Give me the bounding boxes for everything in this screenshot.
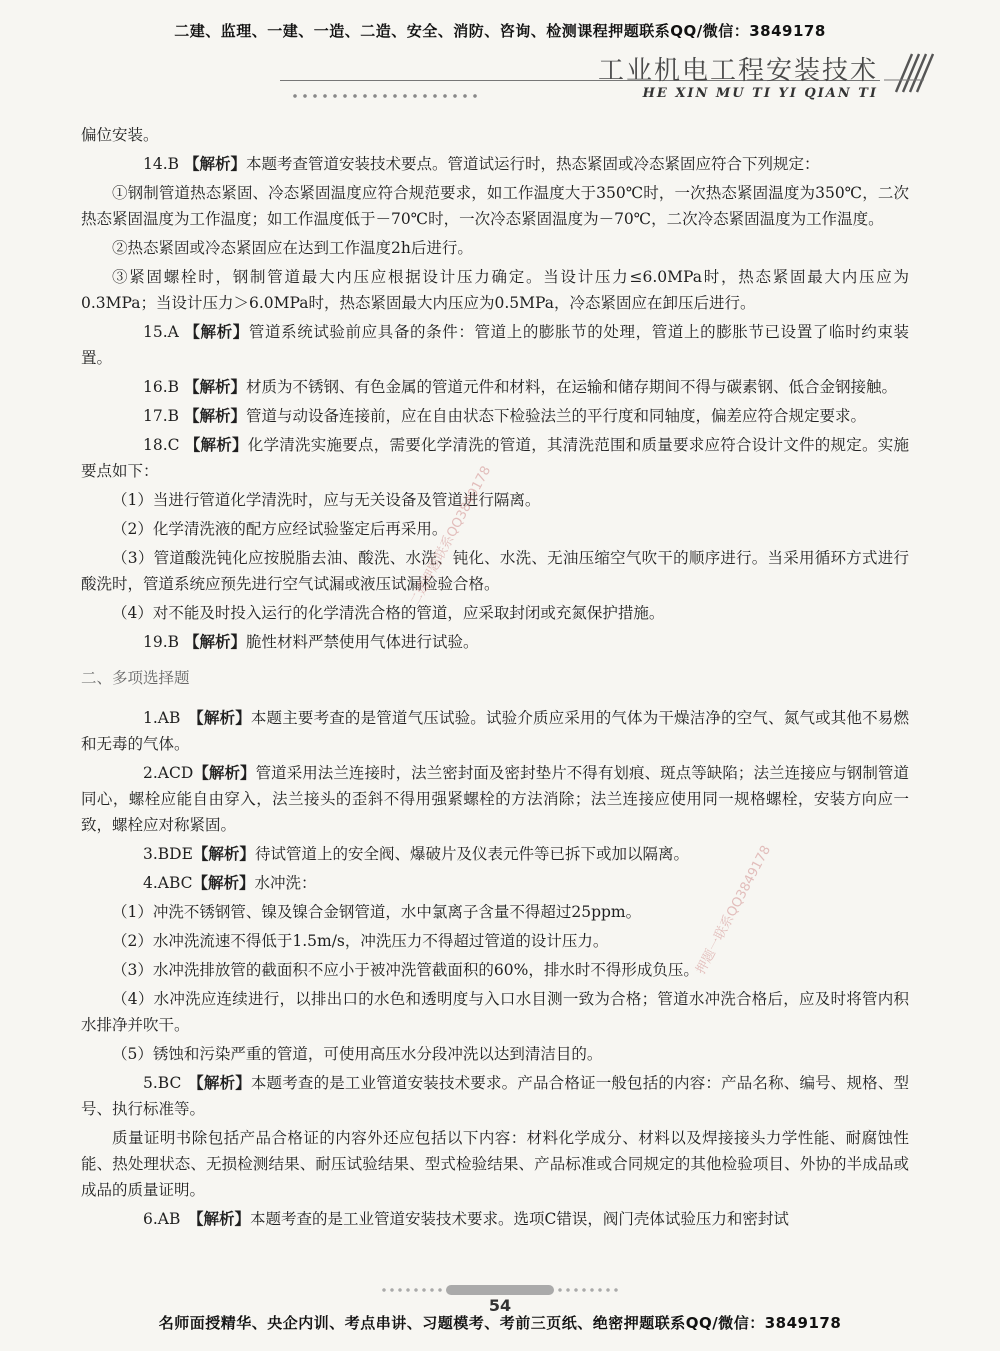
analysis-tag: 【解析】 (188, 709, 251, 727)
analysis-tag: 【解析】 (192, 845, 255, 863)
answer-label: 17.B (143, 407, 180, 425)
top-contact-banner: 二建、监理、一建、一造、二造、安全、消防、咨询、检测课程押题联系QQ/微信：3849178 (174, 22, 826, 40)
answer-18-item-4: （4）对不能及时投入运行的化学清洗合格的管道，应采取封闭或充氮保护措施。 (112, 604, 665, 622)
analysis-tag: 【解析】 (192, 874, 255, 892)
answer-17 (81, 403, 909, 429)
analysis-tag: 【解析】 (188, 1210, 251, 1228)
answer-label: 15.A (143, 323, 179, 341)
answer-m2 (81, 760, 909, 838)
answer-16 (81, 374, 909, 400)
answer-explanations (81, 122, 909, 1235)
answer-text: 材质为不锈钢、有色金属的管道元件和材料，在运输和储存期间不得与碳素钢、低合金钢接触。 (246, 378, 898, 396)
answer-18 (81, 432, 909, 484)
answer-18-item-2: （2）化学清洗液的配方应经试验鉴定后再采用。 (112, 520, 448, 538)
answer-text: 本题考查管道安装技术要点。管道试运行时，热态紧固或冷态紧固应符合下列规定： (246, 155, 820, 173)
analysis-tag: 【解析】 (183, 407, 246, 425)
answer-14-point-3: ③紧固螺栓时，钢制管道最大内压应根据设计压力确定。当设计压力≤6.0MPa时，热态紧固最大内压应为0.3MPa；当设计压力＞6.0MPa时，热态紧固最大内压应为0.5MPa，冷态紧固应在卸压后进行。 (81, 268, 909, 312)
answer-label: 5.BC (143, 1074, 182, 1092)
book-subtitle: HE XIN MU TI YI QIAN TI (642, 86, 878, 101)
page-number: 54 (488, 1296, 512, 1315)
analysis-tag: 【解析】 (184, 436, 248, 454)
answer-text: 本题考查的是工业管道安装技术要求。选项C错误，阀门壳体试验压力和密封试 (250, 1210, 789, 1228)
answer-m4-item-3: （3）水冲洗排放管的截面积不应小于被冲洗管截面积的60%，排水时不得形成负压。 (112, 961, 699, 979)
answer-m6 (81, 1206, 909, 1232)
answer-label: 1.AB (143, 709, 181, 727)
answer-text: 化学清洗实施要点，需要化学清洗的管道，其清洗范围和质量要求应符合设计文件的规定。实施要点如下： (81, 436, 909, 480)
book-title: 工业机电工程安装技术 (597, 56, 878, 86)
answer-18-item-1: （1）当进行管道化学清洗时，应与无关设备及管道进行隔离。 (112, 491, 541, 509)
answer-label: 3.BDE (143, 845, 193, 863)
answer-text: 水冲洗： (254, 874, 317, 892)
answer-label: 16.B (143, 378, 180, 396)
answer-label: 19.B (143, 633, 180, 651)
analysis-tag: 【解析】 (183, 633, 246, 651)
answer-m1 (81, 705, 909, 757)
analysis-tag: 【解析】 (193, 764, 256, 782)
answer-label: 2.ACD (143, 764, 194, 782)
answer-m4-item-4: （4）水冲洗应连续进行，以排出口的水色和透明度与入口水目测一致为合格；管道水冲洗合格后，应及时将管内积水排净并吹干。 (81, 990, 909, 1034)
answer-text: 脆性材料严禁使用气体进行试验。 (246, 633, 479, 651)
analysis-tag: 【解析】 (188, 1074, 251, 1092)
answer-m4-item-5: （5）锈蚀和污染严重的管道，可使用高压水分段冲洗以达到清洁目的。 (112, 1045, 603, 1063)
answer-text: 管道与动设备连接前，应在自由状态下检验法兰的平行度和同轴度，偏差应符合规定要求。 (246, 407, 867, 425)
answer-label: 6.AB (143, 1210, 181, 1228)
answer-text: 管道系统试验前应具备的条件：管道上的膨胀节的处理，管道上的膨胀节已设置了临时约束装置。 (81, 323, 909, 367)
analysis-tag: 【解析】 (183, 155, 246, 173)
answer-label: 18.C (143, 436, 180, 454)
answer-m4-item-2: （2）水冲洗流速不得低于1.5m/s，冲洗压力不得超过管道的设计压力。 (112, 932, 609, 950)
answer-18-item-3: （3）管道酸洗钝化应按脱脂去油、酸洗、水洗、钝化、水洗、无油压缩空气吹干的顺序进行。当采用循环方式进行酸洗时，管道系统应预先进行空气试漏或液压试漏检验合格。 (81, 549, 909, 593)
answer-14-point-1: ①钢制管道热态紧固、冷态紧固温度应符合规范要求，如工作温度大于350℃时，一次热态紧固温度为350℃，二次热态紧固温度为工作温度；如工作温度低于－70℃时，一次冷态紧固温度为－70℃，二次冷态紧固温度为工作温度。 (81, 184, 909, 228)
answer-label: 4.ABC (143, 874, 193, 892)
answer-label: 14.B (143, 155, 180, 173)
analysis-tag: 【解析】 (184, 323, 249, 341)
answer-m5 (81, 1070, 909, 1122)
answer-14 (81, 151, 909, 177)
answer-text: 本题考查的是工业管道安装技术要求。产品合格证一般包括的内容：产品名称、编号、规格、型号、执行标准等。 (81, 1074, 909, 1118)
answer-text: 管道采用法兰连接时，法兰密封面及密封垫片不得有划痕、斑点等缺陷；法兰连接应与钢制管道同心，螺栓应能自由穿入，法兰接头的歪斜不得用强紧螺栓的方法消除；法兰连接应使用同一规格螺栓，安装方向应一致，螺栓应对称紧固。 (81, 764, 909, 834)
bottom-contact-banner: 名师面授精华、央企内训、考点串讲、习题模考、考前三页纸、绝密押题联系QQ/微信：3849178 (158, 1314, 842, 1332)
answer-14-point-2: ②热态紧固或冷态紧固应在达到工作温度2h后进行。 (112, 239, 473, 257)
answer-m5-extra: 质量证明书除包括产品合格证的内容外还应包括以下内容：材料化学成分、材料以及焊接接头力学性能、耐腐蚀性能、热处理状态、无损检测结果、耐压试验结果、型式检验结果、产品标准或合同规定的其他检验项目、外协的半成品或成品的质量证明。 (81, 1129, 909, 1199)
watermark: 押题一联系QQ3849178 (693, 843, 775, 977)
lead-text: 偏位安装。 (81, 126, 159, 144)
section-title-multiple-choice: 二、多项选择题 (81, 669, 190, 687)
page-number-tab (446, 1285, 554, 1295)
answer-15 (81, 319, 909, 371)
answer-m3 (81, 841, 909, 867)
answer-m4-item-1: （1）冲洗不锈钢管、镍及镍合金钢管道，水中氯离子含量不得超过25ppm。 (112, 903, 642, 921)
header-dot-row (290, 93, 480, 99)
answer-text: 待试管道上的安全阀、爆破片及仪表元件等已拆下或加以隔离。 (254, 845, 689, 863)
watermark: 二建押题联系QQ3849178 (407, 463, 495, 609)
answer-m4 (81, 870, 909, 896)
answer-text: 本题主要考查的是管道气压试验。试验介质应采用的气体为干燥洁净的空气、氮气或其他不易燃和无毒的气体。 (81, 709, 909, 753)
header-stripes-ornament (884, 50, 934, 94)
answer-19 (81, 629, 909, 655)
analysis-tag: 【解析】 (183, 378, 246, 396)
